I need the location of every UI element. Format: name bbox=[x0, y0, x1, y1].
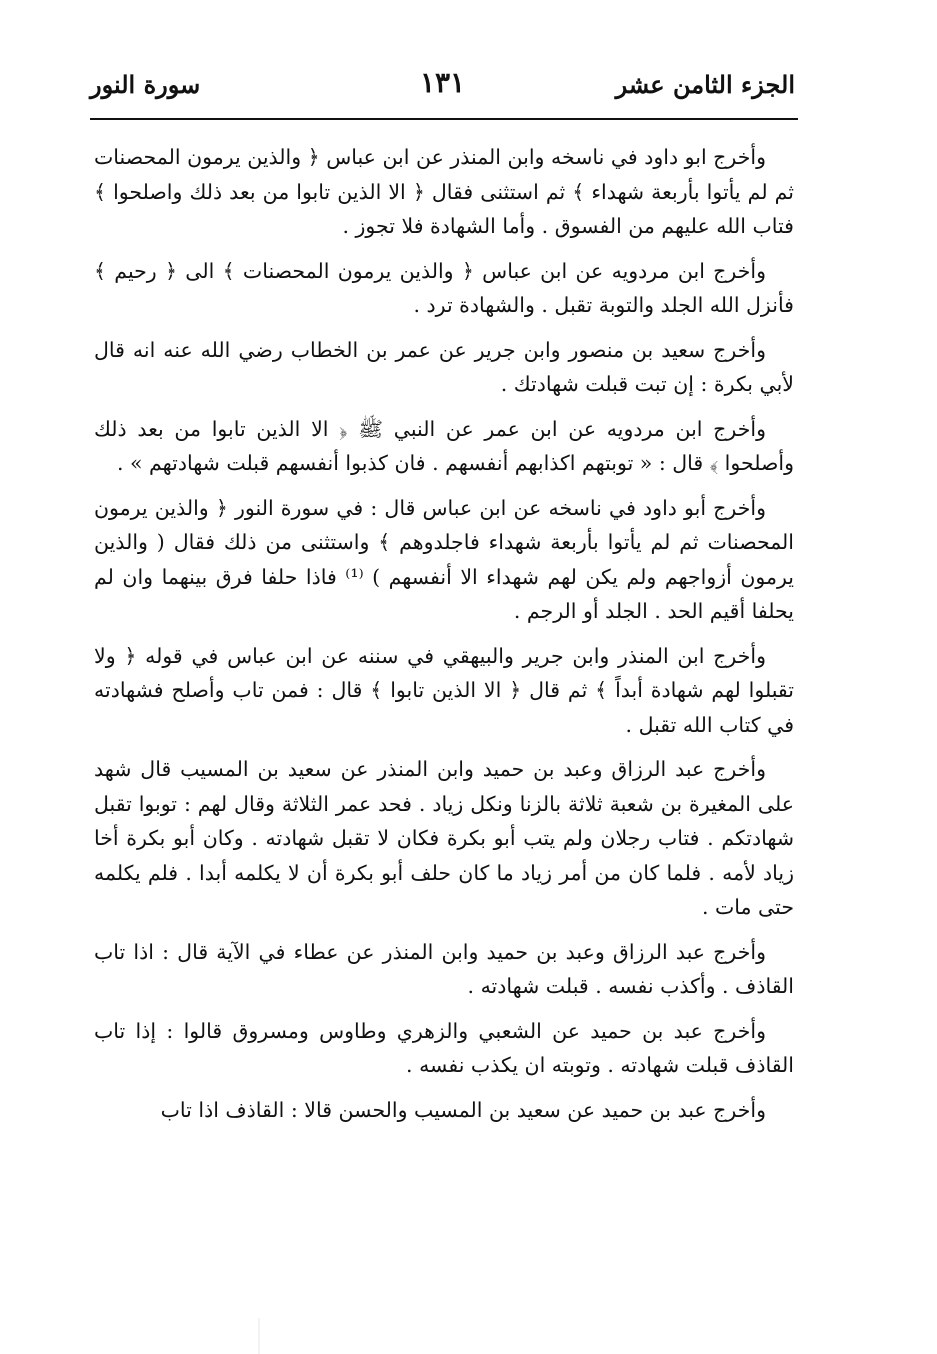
header-divider bbox=[90, 118, 798, 120]
page-body bbox=[94, 140, 794, 1137]
paragraph: وأخرج ابن مردويه عن ابن عباس ﴿ والذين يرمون المحصنات ﴾ الى ﴿ رحيم ﴾ فأنزل الله الجلد والتوبة تقبل . والشهادة ترد . bbox=[94, 258, 794, 317]
paragraph: وأخرج أبو داود في ناسخه عن ابن عباس قال : في سورة النور ﴿ والذين يرمون المحصنات ثم لم يأتوا بأربعة شهداء فاجلدوهم ﴾ واستثنى من ذلك فقال ( والذين يرمون أزواجهم ولم يكن لهم شهداء الا أنفسهم ) ⁽¹⁾ فاذا حلفا فرق بينهما وان لم يحلفا أقيم الحد . الجلد أو الرجم . bbox=[94, 495, 794, 623]
paragraph: وأخرج ابو داود في ناسخه وابن المنذر عن ابن عباس ﴿ والذين يرمون المحصنات ثم لم يأتوا بأربعة شهداء ﴾ ثم استثنى فقال ﴿ الا الذين تابوا من بعد ذلك واصلحوا ﴾ فتاب الله عليهم من الفسوق . وأما الشهادة فلا تجوز . bbox=[94, 145, 794, 238]
page-number: ١٣١ bbox=[419, 66, 466, 99]
paragraph: وأخرج عبد بن حميد عن الشعبي والزهري وطاوس ومسروق قالوا : إذا تاب القاذف قبلت شهادته . وتوبته ان يكذب نفسه . bbox=[94, 1018, 794, 1077]
paragraph: وأخرج ابن المنذر وابن جرير والبيهقي في سننه عن ابن عباس في قوله ﴿ ولا تقبلوا لهم شهادة أبداً ﴾ ثم قال ﴿ الا الذين تابوا ﴾ قال : فمن تاب وأصلح فشهادته في كتاب الله تقبل . bbox=[94, 643, 794, 737]
paragraph: وأخرج عبد بن حميد عن سعيد بن المسيب والحسن قالا : القاذف اذا تاب bbox=[160, 1097, 766, 1122]
paragraph: وأخرج ابن مردويه عن ابن عمر عن النبي ﷺ ﴿ الا الذين تابوا من بعد ذلك وأصلحوا ﴾ قال : « توبتهم اكذابهم أنفسهم . فان كذبوا أنفسهم قبلت شهادتهم » . bbox=[94, 416, 794, 475]
paragraph: وأخرج سعيد بن منصور وابن جرير عن عمر بن الخطاب رضي الله عنه انه قال لأبي بكرة : إن تبت قبلت شهادتك . bbox=[94, 337, 794, 396]
surah-name: سورة النور bbox=[90, 70, 201, 99]
running-head bbox=[90, 66, 795, 110]
part-label: الجزء الثامن عشر bbox=[615, 70, 795, 99]
paragraph: وأخرج عبد الرزاق وعبد بن حميد وابن المنذر عن عطاء في الآية قال : اذا تاب القاذف . وأكذب نفسه . قبلت شهادته . bbox=[94, 939, 794, 998]
scan-artifact bbox=[258, 1318, 260, 1354]
paragraph: وأخرج عبد الرزاق وعبد بن حميد وابن المنذر عن سعيد بن المسيب قال شهد على المغيرة بن شعبة ثلاثة بالزنا ونكل زياد . فحد عمر الثلاثة وقال لهم : توبوا تقبل شهادتكم . فتاب رجلان ولم يتب أبو بكرة فكان لا تقبل شهادته . وكان أبو بكرة أخا زياد لأمه . فلما كان من أمر زياد ما كان حلف أبو بكرة أن لا يكلمه أبدا . فلم يكلمه حتى مات . bbox=[94, 757, 794, 919]
